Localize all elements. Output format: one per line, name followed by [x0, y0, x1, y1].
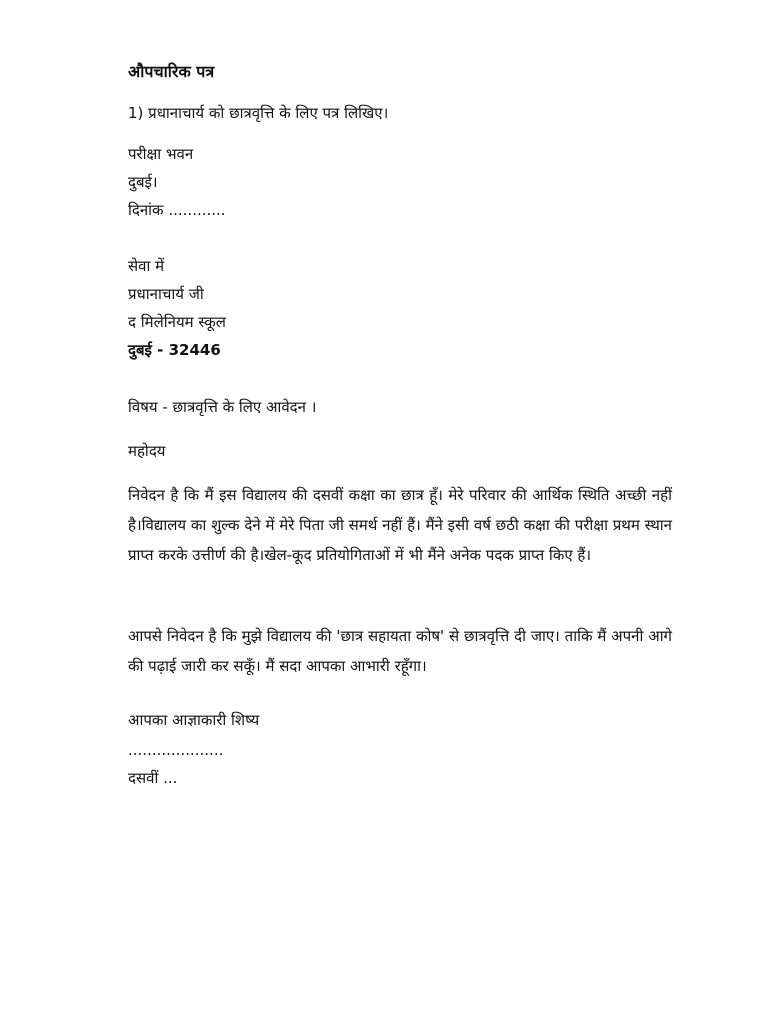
date-line: दिनांक ............ [128, 201, 226, 219]
closing-class-line: दसवीं ... [128, 769, 178, 787]
closing-line-1: आपका आज्ञाकारी शिष्य [128, 711, 260, 729]
recipient-line-3: द मिलेनियम स्कूल [128, 313, 226, 331]
recipient-line-4: दुबई - 32446 [128, 341, 221, 359]
body-paragraph-1: निवेदन है कि मैं इस विद्यालय की दसवीं कक्षा का छात्र हूँ। मेरे परिवार की आर्थिक स्थिति अच्छी नहीं है।विद्यालय का शुल्क देने में मेरे पिता जी समर्थ नहीं हैं। मैंने इसी वर्ष छठी कक्षा की परीक्षा प्रथम स्थान प्राप्त करके उत्तीर्ण की है।खेल-कूद प्रतियोगिताओं में भी मैंने अनेक पदक प्राप्त किए हैं। [128, 486, 672, 564]
closing-signature-line: .................... [128, 741, 224, 759]
salutation: महोदय [128, 442, 166, 460]
question-line: 1) प्रधानाचार्य को छात्रवृत्ति के लिए पत्र लिखिए। [128, 104, 389, 122]
page-title: औपचारिक पत्र [128, 62, 215, 81]
subject-line: विषय - छात्रवृत्ति के लिए आवेदन । [128, 398, 317, 416]
recipient-line-1: सेवा में [128, 257, 165, 275]
sender-line-1: परीक्षा भवन [128, 145, 194, 163]
body-paragraph-2: आपसे निवेदन है कि मुझे विद्यालय की 'छात्र सहायता कोष' से छात्रवृत्ति दी जाए। ताकि मैं अपनी आगे की पढ़ाई जारी कर सकूँ। मैं सदा आपका आभारी रहूँगा। [128, 627, 672, 675]
recipient-line-2: प्रधानाचार्य जी [128, 285, 204, 303]
sender-line-2: दुबई। [128, 173, 158, 191]
